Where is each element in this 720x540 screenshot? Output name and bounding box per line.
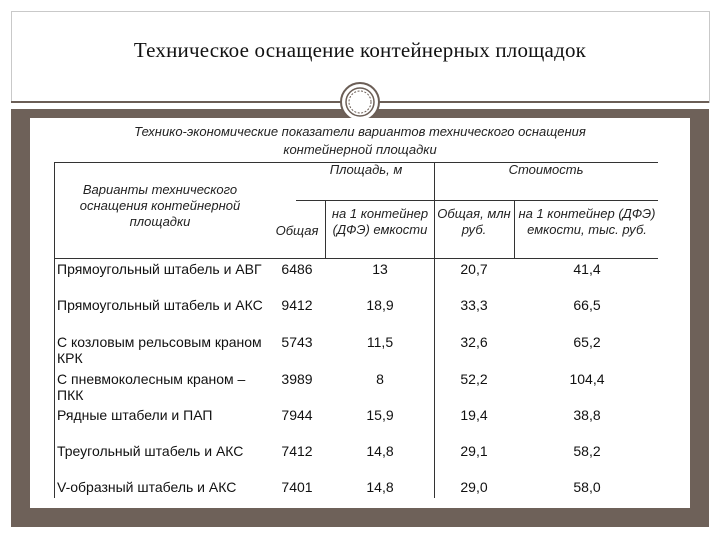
- row-area-total: 6486: [281, 261, 313, 277]
- row-cost-total: 19,4: [460, 407, 488, 423]
- row-cost-per: 58,2: [573, 443, 601, 459]
- row-area-total: 7944: [281, 407, 313, 423]
- row-cost-total: 32,6: [460, 334, 488, 350]
- row-area-per: 15,9: [366, 407, 394, 423]
- header-group-divider: [296, 200, 658, 201]
- table-left-border: [54, 162, 55, 498]
- row-cost-total: 52,2: [460, 371, 488, 387]
- row-name: V-образный штабель и АКС: [57, 479, 237, 495]
- row-cost-total: 20,7: [460, 261, 488, 277]
- row-name: С пневмоколесным краном – ПКК: [57, 371, 246, 403]
- row-area-per: 13: [372, 261, 388, 277]
- circle-ornament-icon: [339, 81, 381, 123]
- row-name: Рядные штабели и ПАП: [57, 407, 213, 423]
- row-cost-total: 29,0: [460, 479, 488, 495]
- row-name: Прямоугольный штабель и АКС: [57, 297, 263, 313]
- cost-subcol-divider: [514, 200, 515, 258]
- row-area-total: 3989: [281, 371, 313, 387]
- row-cost-per: 66,5: [573, 297, 601, 313]
- row-cost-per: 41,4: [573, 261, 601, 277]
- row-name: Прямоугольный штабель и АВГ: [57, 261, 262, 277]
- row-cost-total: 29,1: [460, 443, 488, 459]
- table-sheet: [30, 118, 690, 508]
- row-cost-per: 104,4: [569, 371, 605, 387]
- row-cost-total: 33,3: [460, 297, 488, 313]
- row-area-total: 7412: [281, 443, 313, 459]
- row-cost-per: 65,2: [573, 334, 601, 350]
- row-area-per: 14,8: [366, 479, 394, 495]
- header-variants: Варианты технического оснащения контейнерной площадки: [79, 182, 241, 229]
- row-cost-per: 58,0: [573, 479, 601, 495]
- row-area-per: 14,8: [366, 443, 394, 459]
- header-area-per: на 1 контейнер (ДФЭ) емкости: [331, 206, 429, 237]
- header-cost-total: Общая, млн руб.: [437, 206, 511, 237]
- row-area-total: 9412: [281, 297, 313, 313]
- table-title-line-2: контейнерной площадки: [283, 142, 437, 157]
- row-name: Треугольный штабель и АКС: [57, 443, 244, 459]
- slide-title: Техническое оснащение контейнерных площадок: [133, 38, 587, 62]
- header-cost-group: Стоимость: [508, 162, 584, 177]
- header-area-total: Общая: [275, 223, 319, 238]
- row-area-per: 8: [376, 371, 384, 387]
- row-area-total: 7401: [281, 479, 313, 495]
- header-bottom-border: [54, 258, 658, 259]
- row-area-per: 11,5: [366, 334, 394, 350]
- row-area-total: 5743: [281, 334, 313, 350]
- header-area-group: Площадь, м: [329, 162, 403, 177]
- header-cost-per: на 1 контейнер (ДФЭ) емкости, тыс. руб.: [518, 206, 656, 237]
- row-area-per: 18,9: [366, 297, 394, 313]
- table-title-line-1: Технико-экономические показатели вариантов технического оснащения: [134, 124, 586, 139]
- row-name: С козловым рельсовым краном КРК: [57, 334, 262, 366]
- row-cost-per: 38,8: [573, 407, 601, 423]
